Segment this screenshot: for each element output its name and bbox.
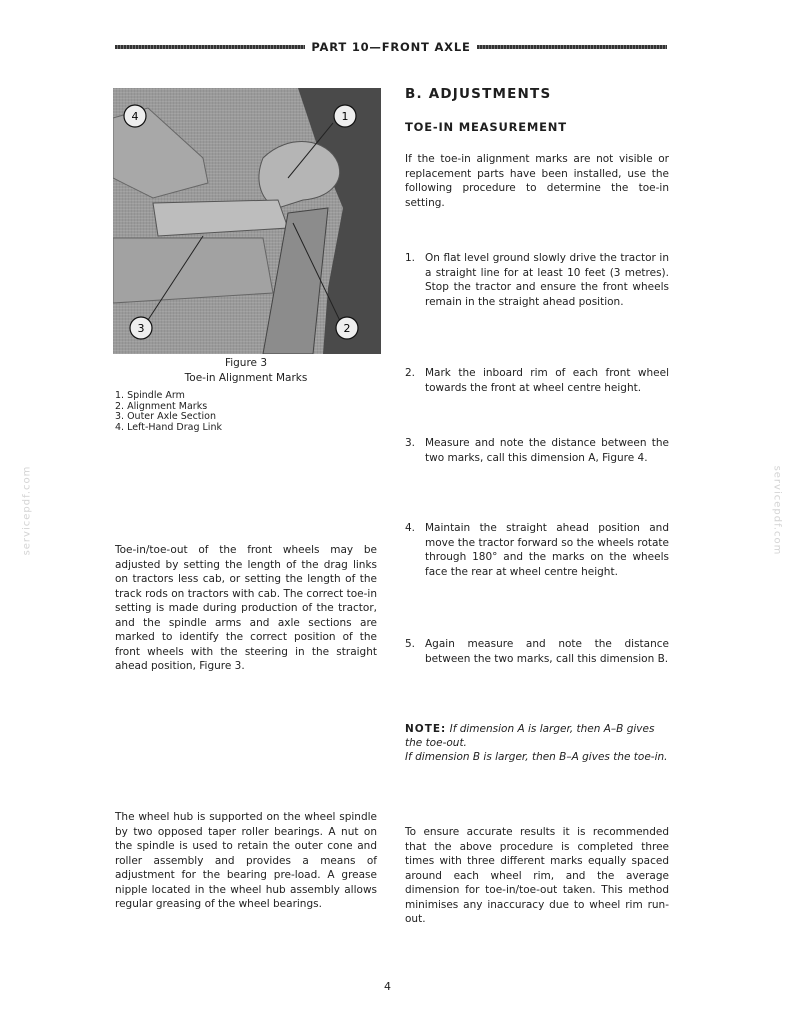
page-number: 4 (384, 980, 391, 993)
procedure-step (405, 251, 669, 309)
header-rule-left (115, 45, 305, 49)
step-number: 5. (405, 638, 416, 650)
watermark-right: servicepdf.com (771, 465, 783, 556)
note-block (405, 722, 669, 764)
figure-legend (115, 391, 222, 433)
legend-item: 2. Alignment Marks (115, 400, 208, 412)
page-header (115, 40, 667, 54)
figure-caption: Toe-in Alignment Marks (184, 372, 308, 384)
section-heading: B. ADJUSTMENTS (405, 86, 552, 102)
figure-photo (113, 88, 381, 354)
svg-text:2: 2 (343, 322, 351, 335)
procedure-step (405, 521, 669, 579)
callout-3 (130, 317, 152, 339)
step-text: On flat level ground slowly drive the tractor in a straight line for at least 10 feet (3 metres). Stop the tractor and ensure the front wheels remain in the straight ahead position. (425, 252, 669, 308)
callout-4 (124, 105, 146, 127)
subsection-heading: TOE-IN MEASUREMENT (405, 120, 567, 134)
note-line-1: If dimension A is larger, then A–B gives the toe-out. (405, 723, 655, 749)
intro-paragraph: If the toe-in alignment marks are not visible or replacement parts have been installed, use the following procedure to determine the toe-in setting. (405, 153, 669, 209)
step-text: Maintain the straight ahead position and move the tractor forward so the wheels rotate through 180° and the marks on the wheels face the rear at wheel centre height. (425, 522, 669, 578)
procedure-step (405, 637, 669, 666)
note-label: NOTE: (405, 723, 447, 735)
procedure-step (405, 366, 669, 395)
step-number: 1. (405, 252, 416, 264)
callout-2 (336, 317, 358, 339)
note-line-2: If dimension B is larger, then B–A gives the toe-in. (405, 751, 668, 763)
step-number: 4. (405, 522, 416, 534)
wheel-hub-description: The wheel hub is supported on the wheel spindle by two opposed taper roller bearings. A nut on the spindle is used to retain the outer cone and roller assembly and provides a means of adjustment for the bearing pre-load. A grease nipple located in the wheel hub assembly allows regular greasing of the wheel bearings. (115, 811, 377, 910)
callout-1 (334, 105, 356, 127)
step-text: Mark the inboard rim of each front wheel towards the front at wheel centre height. (425, 367, 669, 394)
step-text: Again measure and note the distance between the two marks, call this dimension B. (425, 638, 669, 665)
toe-in-description: Toe-in/toe-out of the front wheels may be adjusted by setting the length of the drag links on tractors less cab, or setting the length of the track rods on tractors with cab. The correct toe-in setting is made during production of the tractor, and the spindle arms and axle sections are marked to identify the correct position of the front wheels with the steering in the straight ahead position, Figure 3. (115, 544, 377, 672)
legend-item: 3. Outer Axle Section (115, 411, 216, 422)
step-number: 3. (405, 437, 416, 449)
watermark-left: servicepdf.com (21, 465, 33, 556)
step-text: Measure and note the distance between the two marks, call this dimension A, Figure 4. (425, 437, 669, 464)
header-rule-right (477, 45, 667, 49)
figure-illustration (113, 88, 381, 354)
header-title: PART 10—FRONT AXLE (311, 40, 471, 54)
legend-item: 1. Spindle Arm (115, 390, 185, 401)
legend-item: 4. Left-Hand Drag Link (115, 421, 222, 433)
figure-title: Figure 3 (224, 357, 268, 369)
svg-text:1: 1 (341, 110, 349, 123)
procedure-step (405, 436, 669, 465)
step-number: 2. (405, 367, 416, 379)
svg-text:4: 4 (131, 110, 139, 123)
svg-text:3: 3 (137, 322, 145, 335)
closing-paragraph: To ensure accurate results it is recommended that the above procedure is completed three times with three different marks equally spaced around each wheel rim, and the average dimension for toe-in/toe-out taken. This method minimises any inaccuracy due to wheel rim run-out. (405, 826, 669, 925)
